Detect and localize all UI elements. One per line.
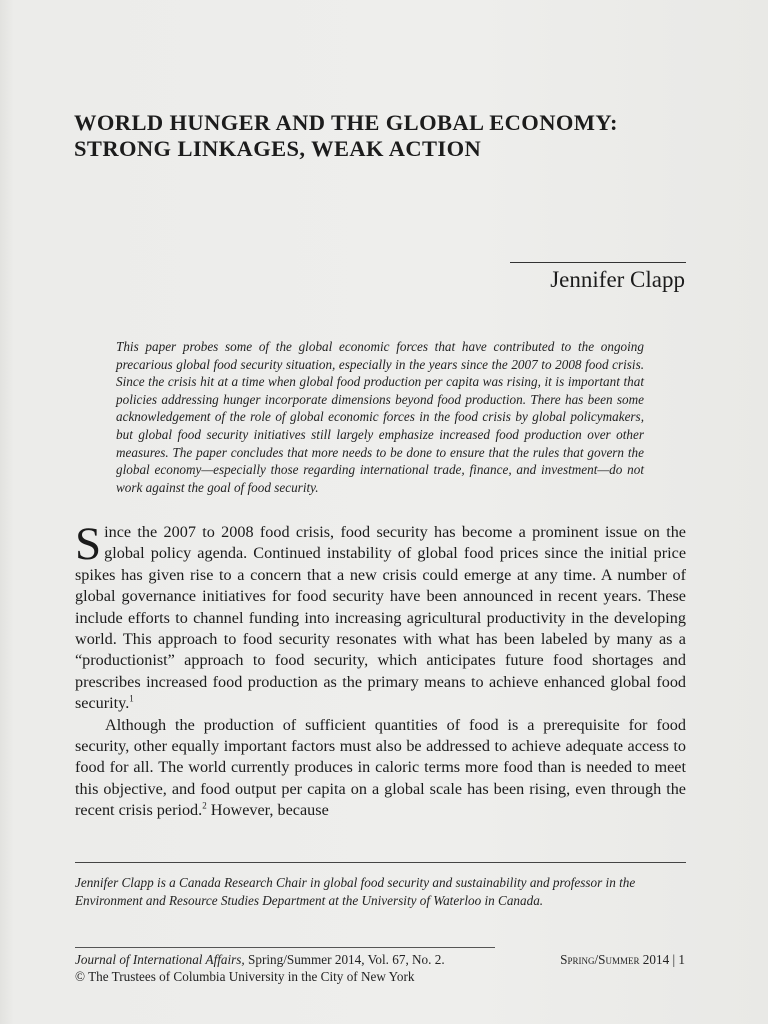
footnote-rule <box>75 862 686 863</box>
abstract: This paper probes some of the global economic forces that have contributed to the ongoing precarious global food security situation, especially in the years since the 2007 to 2008 food crisis. Since the crisis hit at a time when global food production per capita was rising, it is important that policies addressing hunger incorporate dimensions beyond food production. There has been some acknowledgement of the role of global economic forces in the food crisis by global policymakers, but global food security initiatives still largely emphasize increased food production over other measures. The paper concludes that more needs to be done to ensure that the rules that govern the global economy—especially those regarding international trade, finance, and investment—do not work against the goal of food security. <box>116 339 644 495</box>
drop-cap: S <box>75 518 102 570</box>
author-footnote: Jennifer Clapp is a Canada Research Chair in global food security and sustainability and professor in the Environment and Resource Studies Department at the University of Waterloo in Canada. <box>75 875 636 908</box>
journal-rule <box>75 947 495 948</box>
paragraph-1-text: ince the 2007 to 2008 food crisis, food security has become a prominent issue on the global policy agenda. Continued instability of global food prices since the initial price spikes has given rise to a concern that a new crisis could emerge at any time. A number of global governance initiatives for food security have been announced in recent years. These include efforts to channel funding into increasing agricultural productivity in the developing world. This approach to food security resonates with what has been labeled by many as a “productionist” approach to food security, which anticipates future food shortages and prescribes increased food production as the primary means to achieve enhanced global food security. <box>75 523 686 713</box>
article-body <box>75 518 686 822</box>
journal-name: Journal of International Affairs, <box>75 952 245 967</box>
endnote-marker-1: 1 <box>129 693 134 704</box>
page-number: 1 <box>678 952 685 967</box>
endnote-marker-2: 2 <box>202 800 207 811</box>
journal-citation <box>75 951 515 985</box>
footer-season: Spring/Summer 2014 <box>560 952 670 967</box>
paragraph-2 <box>75 715 686 822</box>
paragraph-1 <box>75 518 686 715</box>
article-title: WORLD HUNGER AND THE GLOBAL ECONOMY: STRONG LINKAGES, WEAK ACTION <box>74 110 618 161</box>
journal-issue: Spring/Summer 2014, Vol. 67, No. 2. <box>244 952 445 967</box>
page-footer <box>560 951 685 968</box>
copyright-line: © The Trustees of Columbia University in the City of New York <box>75 969 415 984</box>
paragraph-2-tail: However, because <box>206 801 329 820</box>
author-rule <box>510 262 686 263</box>
journal-issue-line <box>75 951 515 968</box>
footer-separator: | <box>669 952 679 967</box>
author-name: Jennifer Clapp <box>550 267 685 292</box>
paragraph-2-text: Although the production of sufficient quantities of food is a prerequisite for food security, other equally important factors must also be addressed to achieve adequate access to food for all. The world currently produces in caloric terms more food than is needed to meet this objective, and food output per capita on a global scale has been rising, even through the recent crisis period. <box>75 715 686 820</box>
